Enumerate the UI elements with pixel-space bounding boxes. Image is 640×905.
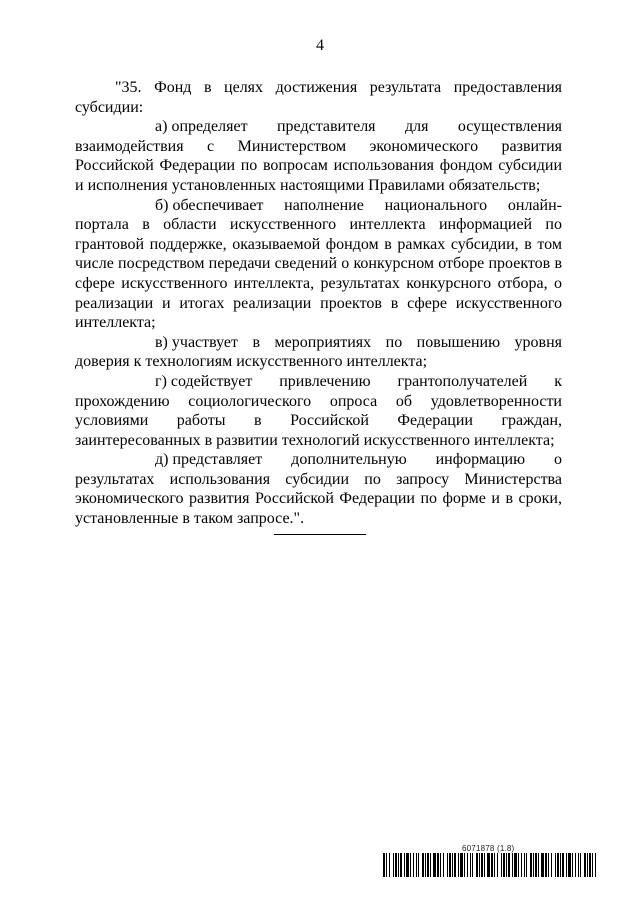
list-marker: б) (155, 196, 169, 214)
barcode-bar (452, 853, 453, 877)
document-body (75, 78, 562, 529)
paragraph-intro: "35. Фонд в целях достижения результата предоставления субсидии: (75, 79, 562, 116)
barcode-bar (568, 853, 571, 877)
barcode-bar (425, 853, 426, 877)
barcode-bar (418, 853, 419, 877)
barcode-bar (413, 853, 414, 877)
list-item-text: представляет дополнительную информацию о результатах использования субсидии по запросу Министерства экономического развития Российской Федерации по форме и в сроки, установленные в таком запросе.". (75, 451, 562, 528)
barcode-bar (514, 853, 517, 877)
barcode-bar (566, 853, 567, 877)
barcode-bar (584, 853, 586, 877)
barcode-bar (521, 853, 522, 877)
barcode-bar (503, 853, 505, 877)
barcode-bar (389, 853, 390, 877)
list-item-text: участвует в мероприятиях по повышению уровня доверия к технологиям искусственного интеллекта; (75, 333, 562, 371)
barcode-bar (580, 853, 581, 877)
barcode-bar (487, 853, 490, 877)
barcode-bar (589, 853, 591, 877)
paragraph-item-d (75, 450, 562, 528)
barcode-bar (447, 853, 448, 877)
list-marker: д) (155, 451, 169, 469)
barcode-bar (557, 853, 559, 877)
page-number: 4 (316, 37, 324, 54)
barcode-bar (587, 853, 588, 877)
section-divider (274, 534, 366, 535)
barcode-bar (545, 853, 547, 877)
barcode-bar (526, 853, 527, 877)
barcode-bar (416, 853, 417, 877)
barcode-bar (560, 853, 561, 877)
barcode-bar (386, 853, 387, 877)
barcode-bar (562, 853, 564, 877)
barcode-bar (481, 853, 483, 877)
barcode-bar (458, 853, 459, 877)
barcode-bar (460, 853, 463, 877)
list-item-text: обеспечивает наполнение национального онлайн-портала в области искусственного интеллекта информацией по грантовой поддержке, оказываемой фондом в рамках субсидии, в том числе посредством передачи сведений о конкурсном отборе проектов в сфере искусственного интеллекта, результатах конкурсного отбора, о реализации и итогах реализации проектов в сфере искусственного интеллекта; (75, 196, 562, 332)
barcode-bar (541, 853, 544, 877)
list-item-text: определяет представителя для осуществления взаимодействия с Министерством экономического развития Российской Федерации по вопросам использования фондом субсидии и исполнения установленных настоящими Правилами обязательств; (75, 118, 562, 194)
barcode-bar (524, 853, 525, 877)
barcode-bar (578, 853, 579, 877)
barcode-bar (575, 853, 576, 877)
barcode-bar (410, 853, 411, 877)
barcode-bar (506, 853, 507, 877)
barcode-bar (479, 853, 480, 877)
barcode-bar (472, 853, 473, 877)
barcode-bar (512, 853, 513, 877)
barcode-bar (393, 853, 394, 877)
barcode-bar (449, 853, 451, 877)
barcode-bar (437, 853, 439, 877)
barcode-bar (572, 853, 573, 877)
barcode-bar (470, 853, 471, 877)
barcode-bar (464, 853, 465, 877)
list-item-text: содействует привлечению грантополучателей к прохождению социологического опроса об удовлетворенности условиями работы в Российской Федерации граждан, заинтересованных в развитии технологий искусственного интеллекта; (75, 372, 562, 449)
barcode-bar (484, 853, 485, 877)
barcode-bar (430, 853, 431, 877)
list-marker: г) (155, 372, 167, 390)
barcode-bar (592, 853, 593, 877)
barcode-bar (548, 853, 549, 877)
barcode-bar (404, 853, 405, 877)
barcode-bar (494, 853, 495, 877)
barcode-bar (383, 853, 385, 877)
barcode-bar (538, 853, 539, 877)
paragraph-item-a (75, 117, 562, 195)
document-code: 6071878 (1.8) (462, 844, 515, 853)
barcode-bar (530, 853, 532, 877)
barcode-bar (433, 853, 436, 877)
barcode-bar (467, 853, 468, 877)
barcode-bar (555, 853, 556, 877)
barcode-bar (454, 853, 456, 877)
paragraph-item-g (75, 372, 562, 450)
barcode-bar (443, 853, 444, 877)
barcode-bar (501, 853, 502, 877)
barcode-bar (406, 853, 409, 877)
paragraph-item-v (75, 333, 562, 372)
barcode-bar (518, 853, 519, 877)
barcode-bar (595, 853, 596, 877)
barcode-bar (476, 853, 478, 877)
barcode-bar (395, 853, 397, 877)
barcode-bar (422, 853, 424, 877)
list-marker: в) (155, 333, 168, 351)
barcode-bar (533, 853, 534, 877)
barcode-bar (440, 853, 441, 877)
barcode-bar (551, 853, 552, 877)
barcode-bar (427, 853, 429, 877)
barcode-bar (398, 853, 399, 877)
barcode-icon (383, 853, 596, 877)
paragraph-item-b (75, 196, 562, 333)
barcode-bar (497, 853, 498, 877)
list-marker: а) (155, 118, 168, 136)
barcode-bar (491, 853, 493, 877)
barcode-bar (535, 853, 537, 877)
barcode-bar (508, 853, 510, 877)
barcode-bar (400, 853, 402, 877)
